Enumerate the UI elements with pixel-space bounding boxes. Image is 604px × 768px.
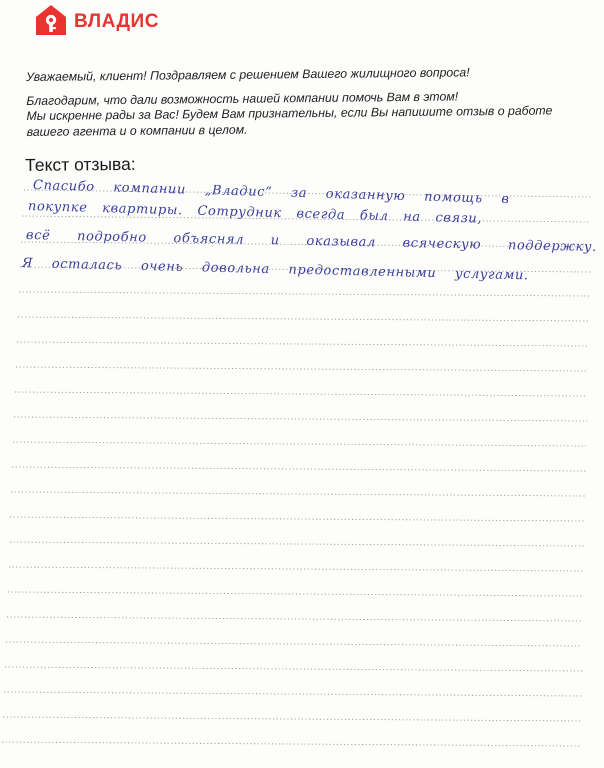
review-line-4: Я осталась очень довольна предоставленными услугами. bbox=[21, 256, 529, 284]
review-line-1: Спасибо компании „Владис” за оказанную помощь в bbox=[32, 178, 510, 208]
brand-name: ВЛАДИС bbox=[74, 10, 159, 32]
thanks-line-2: Мы искренне рады за Вас! Будем Вам признательны, если Вы напишите отзыв о работе bbox=[26, 103, 553, 123]
thanks-line-1: Благодарим, что дали возможность нашей компании помочь Вам в этом! bbox=[26, 88, 459, 108]
thanks-line-3: вашего агента и о компании в целом. bbox=[26, 122, 248, 139]
review-heading: Текст отзыва: bbox=[25, 153, 136, 175]
review-line-2: покупке квартиры. Сотрудник всегда был на связи, bbox=[27, 199, 483, 227]
greeting-text: Уважаемый, клиент! Поздравляем с решением Вашего жилищного вопроса! bbox=[26, 65, 470, 84]
review-line-3: всё подробно объяснял и оказывал всяческую поддержку. bbox=[25, 228, 598, 255]
